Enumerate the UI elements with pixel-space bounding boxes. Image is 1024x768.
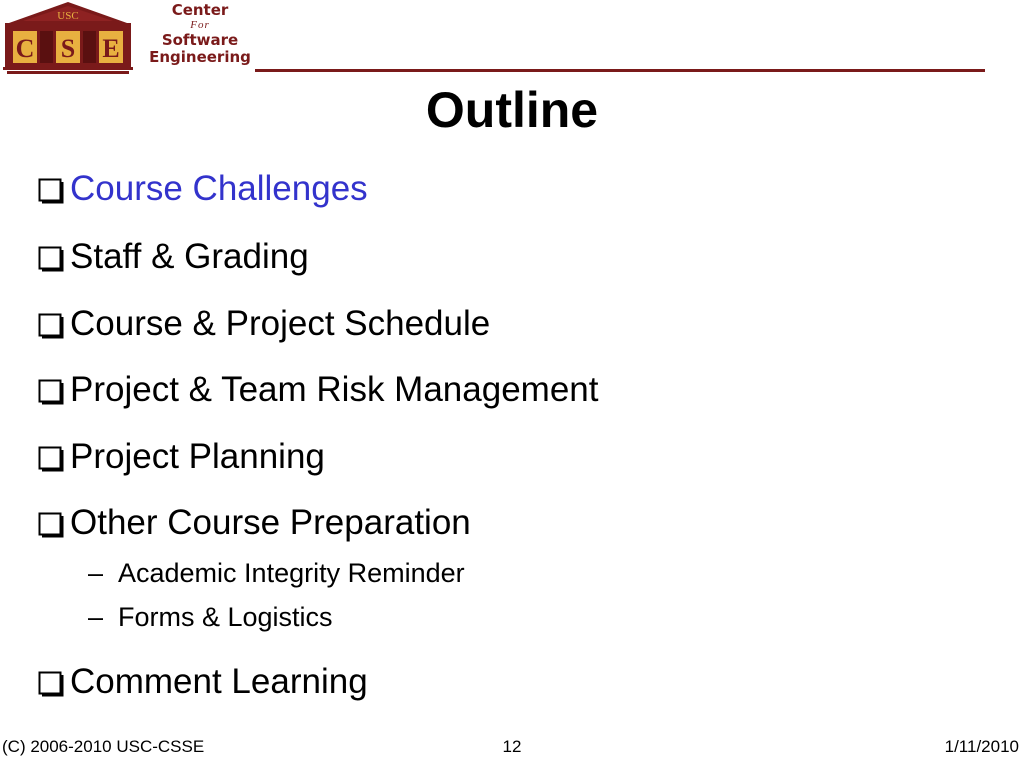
slide-title: Outline bbox=[425, 82, 599, 138]
logo-letter-e: E bbox=[102, 34, 120, 63]
logo-letter-s: S bbox=[60, 34, 76, 63]
center-for-software-engineering bbox=[140, 3, 260, 67]
footer-page-number: 12 bbox=[502, 737, 522, 756]
checkbox-bullet-icon bbox=[37, 503, 70, 543]
bullet-label: Comment Learning bbox=[70, 662, 368, 701]
sub-bullet-label: Academic Integrity Reminder bbox=[118, 558, 465, 588]
sub-bullet-label: Forms & Logistics bbox=[118, 602, 333, 632]
checkbox-bullet-icon bbox=[37, 437, 70, 477]
checkbox-bullet-icon bbox=[37, 237, 70, 277]
footer-date: 1/11/2010 bbox=[944, 737, 1019, 756]
bullet-course-project-schedule bbox=[37, 304, 490, 344]
bullet-label: Project Planning bbox=[70, 437, 325, 476]
center-line-4: Engineering bbox=[149, 48, 251, 66]
dash-marker: – bbox=[88, 602, 104, 632]
bullet-other-course-preparation bbox=[37, 503, 471, 543]
sub-bullet-forms-logistics bbox=[88, 601, 333, 633]
center-line-2: For bbox=[190, 19, 210, 31]
bullet-course-challenges bbox=[37, 169, 368, 209]
bullet-staff-grading bbox=[37, 237, 309, 277]
bullet-label: Course & Project Schedule bbox=[70, 304, 491, 343]
csse-logo bbox=[3, 1, 133, 75]
checkbox-bullet-icon bbox=[37, 662, 70, 702]
checkbox-bullet-icon bbox=[37, 169, 70, 209]
bullet-project-team-risk bbox=[37, 370, 598, 410]
bullet-project-planning bbox=[37, 437, 325, 477]
checkbox-bullet-icon bbox=[37, 304, 70, 344]
checkbox-bullet-icon bbox=[37, 370, 70, 410]
center-line-1: Center bbox=[171, 1, 229, 19]
bullet-comment-learning bbox=[37, 662, 368, 702]
footer-copyright: (C) 2006-2010 USC-CSSE bbox=[2, 737, 205, 756]
sub-bullet-academic-integrity bbox=[88, 557, 465, 589]
logo-usc-text: USC bbox=[57, 10, 79, 22]
center-line-3: Software bbox=[161, 31, 239, 49]
bullet-label: Other Course Preparation bbox=[70, 503, 471, 542]
bullet-label: Course Challenges bbox=[70, 169, 368, 208]
bullet-label: Project & Team Risk Management bbox=[70, 370, 599, 409]
usc-csse-logo-icon bbox=[3, 1, 133, 75]
bullet-label: Staff & Grading bbox=[70, 237, 309, 276]
dash-marker: – bbox=[88, 558, 104, 588]
header-divider bbox=[255, 69, 985, 72]
logo-letter-c: C bbox=[15, 34, 35, 63]
